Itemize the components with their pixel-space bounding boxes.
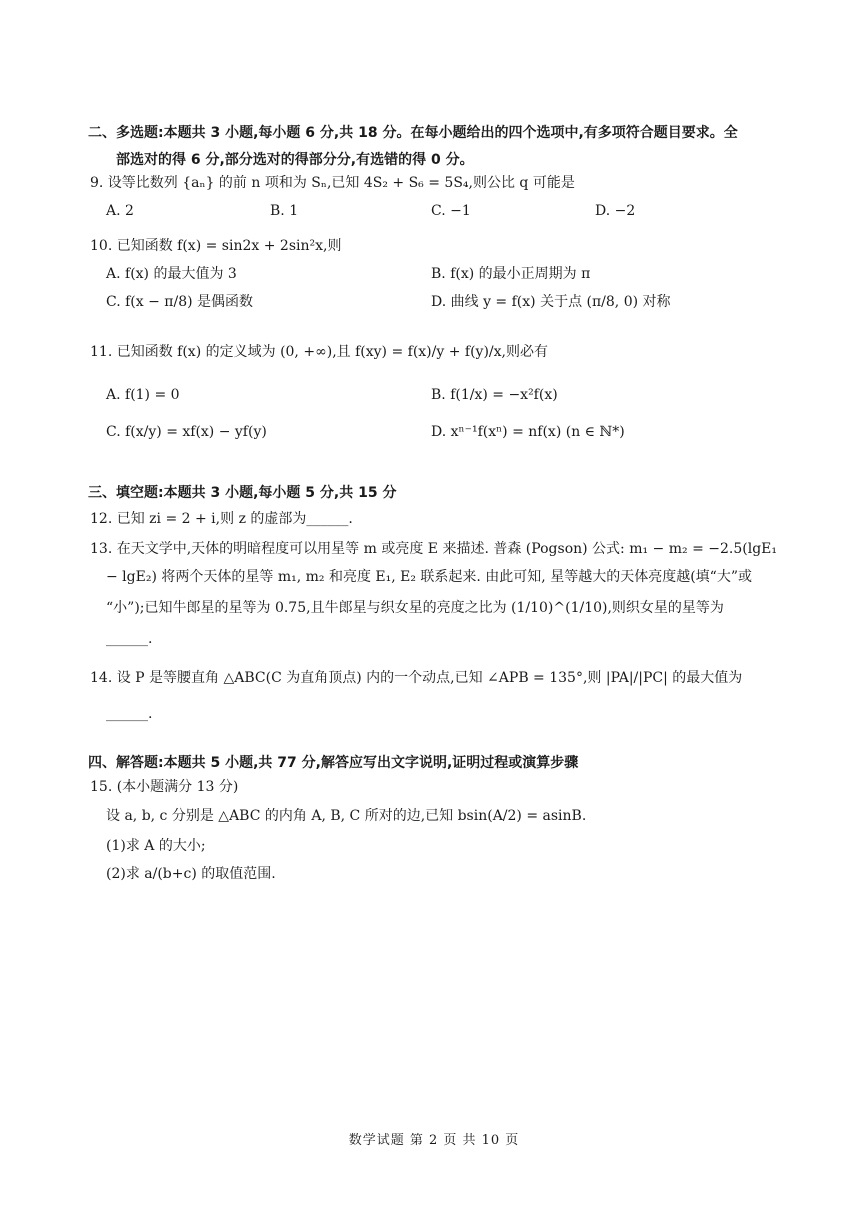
question-11-option-d: D. xⁿ⁻¹f(xⁿ) = nf(x) (n ∈ ℕ*) — [431, 424, 625, 440]
question-10-stem: 10. 已知函数 f(x) = sin2x + 2sin²x,则 — [90, 238, 342, 254]
question-15-stem: 设 a, b, c 分别是 △ABC 的内角 A, B, C 所对的边,已知 bsin(A/2) = asinB. — [106, 808, 587, 824]
question-11-option-c: C. f(x/y) = xf(x) − yf(y) — [106, 424, 267, 440]
page-footer: 数学试题 第 2 页 共 10 页 — [348, 1133, 520, 1148]
question-15-part1: (1)求 A 的大小; — [106, 838, 206, 854]
question-15-part2: (2)求 a/(b+c) 的取值范围. — [106, 866, 276, 882]
question-11-stem: 11. 已知函数 f(x) 的定义域为 (0, +∞),且 f(xy) = f(x)/y + f(y)/x,则必有 — [90, 344, 548, 360]
question-9-stem: 9. 设等比数列 {aₙ} 的前 n 项和为 Sₙ,已知 4S₂ + S₆ = 5S₄,则公比 q 可能是 — [90, 175, 575, 191]
question-12-stem: 12. 已知 zi = 2 + i,则 z 的虚部为______. — [90, 511, 353, 527]
question-9-option-b: B. 1 — [270, 203, 299, 219]
question-10-option-d: D. 曲线 y = f(x) 关于点 (π/8, 0) 对称 — [431, 294, 671, 310]
question-9-option-c: C. −1 — [431, 203, 471, 219]
question-11-option-a: A. f(1) = 0 — [106, 387, 180, 403]
question-15-title: 15. (本小题满分 13 分) — [90, 779, 239, 795]
question-13-line2: − lgE₂) 将两个天体的星等 m₁, m₂ 和亮度 E₁, E₂ 联系起来. 由此可知, 星等越大的天体亮度越(填“大”或 — [106, 569, 752, 585]
question-13-line1: 13. 在天文学中,天体的明暗程度可以用星等 m 或亮度 E 来描述. 普森 (Pogson) 公式: m₁ − m₂ = −2.5(lgE₁ — [90, 541, 777, 557]
question-11-option-b: B. f(1/x) = −x²f(x) — [431, 387, 558, 403]
section-4-header: 四、解答题:本题共 5 小题,共 77 分,解答应写出文字说明,证明过程或演算步骤 — [88, 755, 579, 771]
question-10-option-c: C. f(x − π/8) 是偶函数 — [106, 294, 254, 310]
question-14-line2: ______. — [106, 706, 153, 722]
question-10-option-a: A. f(x) 的最大值为 3 — [106, 266, 237, 282]
question-13-line3: “小”);已知牛郎星的星等为 0.75,且牛郎星与织女星的亮度之比为 (1/10)^(1/10),则织女星的星等为 — [106, 600, 724, 616]
section-2-header-line2: 部选对的得 6 分,部分选对的得部分分,有选错的得 0 分。 — [116, 152, 474, 168]
section-3-header: 三、填空题:本题共 3 小题,每小题 5 分,共 15 分 — [88, 485, 397, 501]
question-14-line1: 14. 设 P 是等腰直角 △ABC(C 为直角顶点) 内的一个动点,已知 ∠APB = 135°,则 |PA|/|PC| 的最大值为 — [90, 670, 743, 686]
question-10-option-b: B. f(x) 的最小正周期为 π — [431, 266, 591, 282]
question-13-line4: ______. — [106, 631, 153, 647]
question-9-option-a: A. 2 — [106, 203, 134, 219]
question-9-option-d: D. −2 — [595, 203, 636, 219]
section-2-header-line1: 二、多选题:本题共 3 小题,每小题 6 分,共 18 分。在每小题给出的四个选项中,有多项符合题目要求。全 — [88, 125, 738, 141]
